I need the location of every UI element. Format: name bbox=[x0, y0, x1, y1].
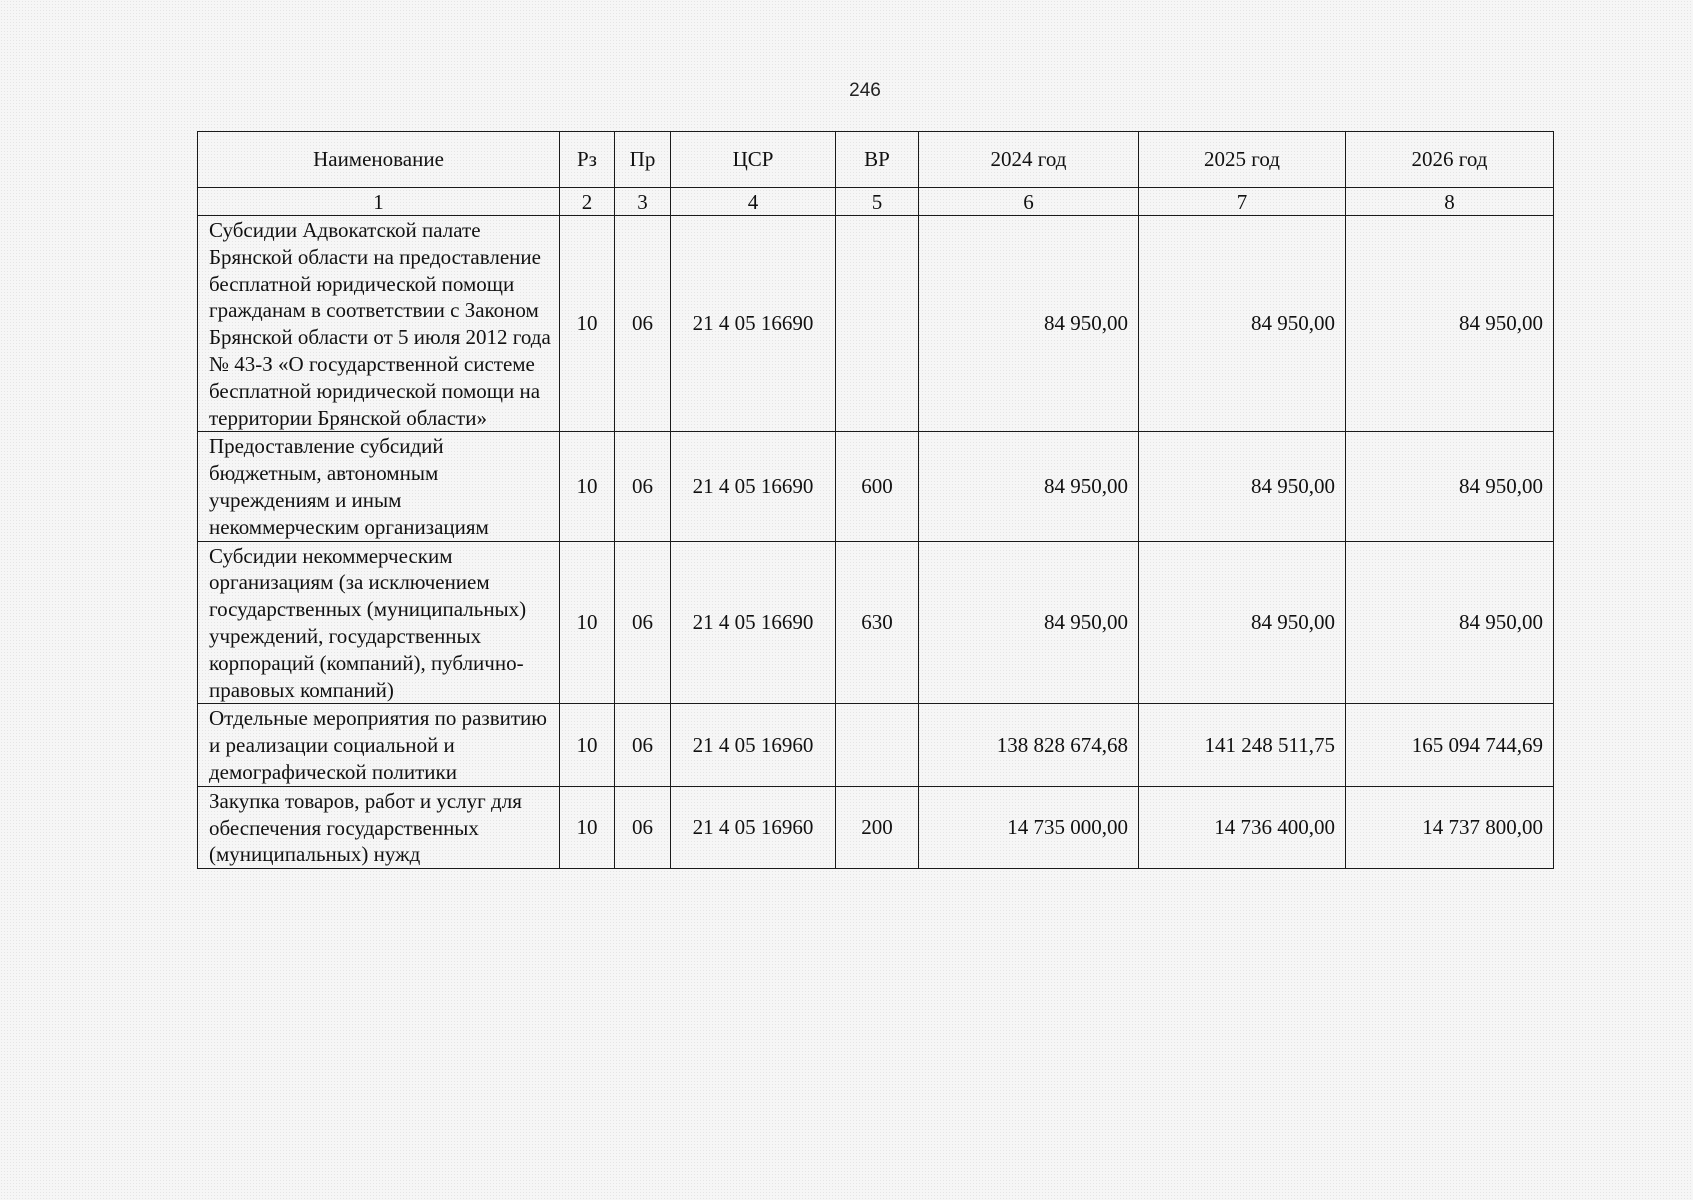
header-2025: 2025 год bbox=[1139, 132, 1346, 188]
row-amount-2025: 84 950,00 bbox=[1139, 216, 1346, 432]
row-rz: 10 bbox=[560, 432, 615, 541]
row-csr: 21 4 05 16690 bbox=[671, 541, 836, 704]
row-amount-2025: 14 736 400,00 bbox=[1139, 786, 1346, 868]
row-name: Субсидии некоммерческим организациям (за исключением государственных (муниципальных) учреждений, государственных корпораций (компаний), публично-правовых компаний) bbox=[198, 541, 560, 704]
column-number: 7 bbox=[1139, 188, 1346, 216]
row-vr bbox=[836, 704, 919, 786]
row-amount-2025: 141 248 511,75 bbox=[1139, 704, 1346, 786]
row-name: Закупка товаров, работ и услуг для обеспечения государственных (муниципальных) нужд bbox=[198, 786, 560, 868]
column-number: 2 bbox=[560, 188, 615, 216]
header-pr: Пр bbox=[615, 132, 671, 188]
row-amount-2025: 84 950,00 bbox=[1139, 541, 1346, 704]
table-row bbox=[198, 786, 1554, 868]
row-rz: 10 bbox=[560, 216, 615, 432]
budget-table bbox=[197, 131, 1554, 869]
row-amount-2026: 84 950,00 bbox=[1346, 541, 1554, 704]
row-amount-2024: 84 950,00 bbox=[919, 216, 1139, 432]
row-csr: 21 4 05 16690 bbox=[671, 432, 836, 541]
row-name: Отдельные мероприятия по развитию и реализации социальной и демографической политики bbox=[198, 704, 560, 786]
row-rz: 10 bbox=[560, 541, 615, 704]
page-number: 246 bbox=[849, 80, 881, 101]
row-amount-2024: 138 828 674,68 bbox=[919, 704, 1139, 786]
row-rz: 10 bbox=[560, 704, 615, 786]
row-amount-2024: 14 735 000,00 bbox=[919, 786, 1139, 868]
header-2024: 2024 год bbox=[919, 132, 1139, 188]
row-csr: 21 4 05 16960 bbox=[671, 704, 836, 786]
row-csr: 21 4 05 16690 bbox=[671, 216, 836, 432]
table-row bbox=[198, 432, 1554, 541]
row-vr: 600 bbox=[836, 432, 919, 541]
column-number: 8 bbox=[1346, 188, 1554, 216]
row-vr: 200 bbox=[836, 786, 919, 868]
column-number: 1 bbox=[198, 188, 560, 216]
row-name: Предоставление субсидий бюджетным, автономным учреждениям и иным некоммерческим организациям bbox=[198, 432, 560, 541]
row-amount-2026: 165 094 744,69 bbox=[1346, 704, 1554, 786]
row-pr: 06 bbox=[615, 786, 671, 868]
row-pr: 06 bbox=[615, 541, 671, 704]
column-number: 3 bbox=[615, 188, 671, 216]
row-amount-2024: 84 950,00 bbox=[919, 541, 1139, 704]
row-pr: 06 bbox=[615, 704, 671, 786]
column-number: 6 bbox=[919, 188, 1139, 216]
row-amount-2026: 84 950,00 bbox=[1346, 432, 1554, 541]
header-vr: ВР bbox=[836, 132, 919, 188]
row-amount-2024: 84 950,00 bbox=[919, 432, 1139, 541]
table-row bbox=[198, 216, 1554, 432]
table-row bbox=[198, 704, 1554, 786]
row-vr bbox=[836, 216, 919, 432]
row-pr: 06 bbox=[615, 216, 671, 432]
row-csr: 21 4 05 16960 bbox=[671, 786, 836, 868]
column-number: 5 bbox=[836, 188, 919, 216]
row-name: Субсидии Адвокатской палате Брянской области на предоставление бесплатной юридической помощи гражданам в соответствии с Законом Брянской области от 5 июля 2012 года № 43-З «О государственной системе бесплатной юридической помощи на территории Брянской области» bbox=[198, 216, 560, 432]
row-amount-2026: 84 950,00 bbox=[1346, 216, 1554, 432]
header-row bbox=[198, 132, 1554, 188]
row-amount-2026: 14 737 800,00 bbox=[1346, 786, 1554, 868]
row-rz: 10 bbox=[560, 786, 615, 868]
header-rz: Рз bbox=[560, 132, 615, 188]
header-2026: 2026 год bbox=[1346, 132, 1554, 188]
row-pr: 06 bbox=[615, 432, 671, 541]
header-csr: ЦСР bbox=[671, 132, 836, 188]
row-amount-2025: 84 950,00 bbox=[1139, 432, 1346, 541]
row-vr: 630 bbox=[836, 541, 919, 704]
column-number-row bbox=[198, 188, 1554, 216]
column-number: 4 bbox=[671, 188, 836, 216]
table-row bbox=[198, 541, 1554, 704]
header-name: Наименование bbox=[198, 132, 560, 188]
